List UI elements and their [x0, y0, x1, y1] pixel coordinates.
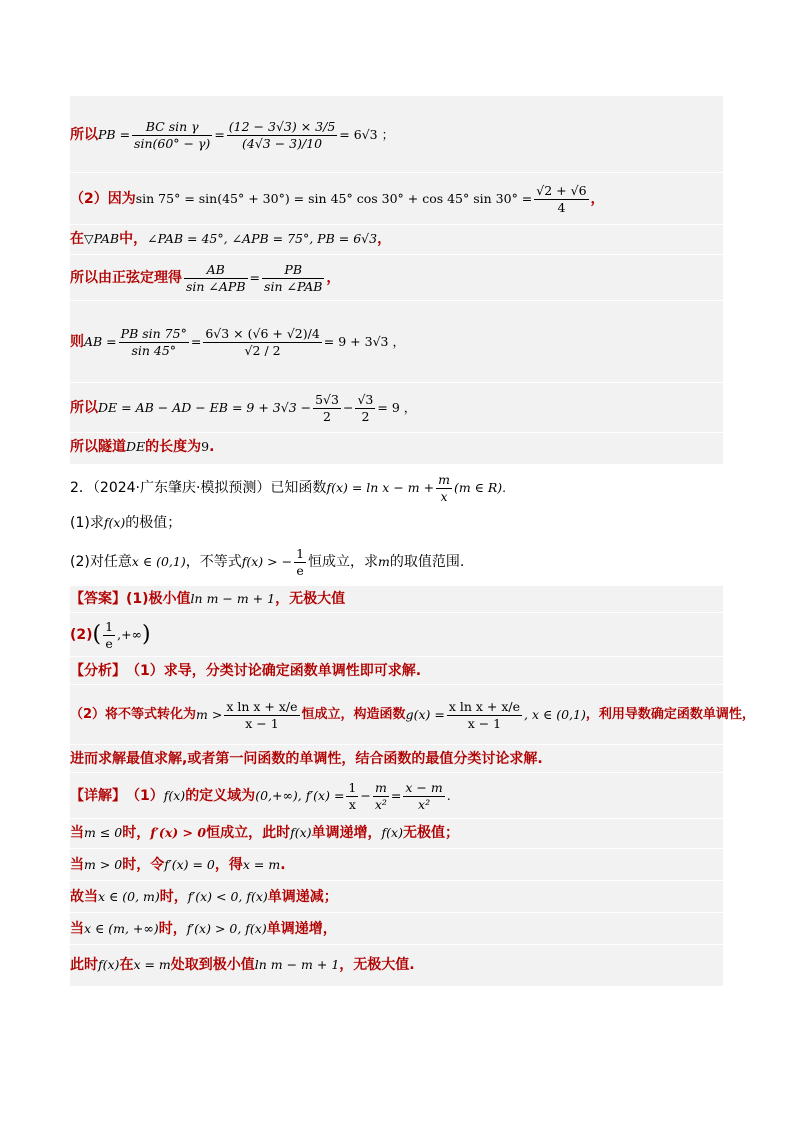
detail-line-5: 当 x ∈ (m, +∞) 时， f′(x) > 0, f(x) 单调递增， [70, 921, 337, 937]
fraction: $\frac{(12 - 3√3) \times 3/5}{(4√3 - 3)/10}$ [228, 118, 336, 151]
prev-line-7: 所以隧道 DE 的长度为 9 . [70, 439, 215, 455]
fraction: $\frac{PB}{\text{sin ∠PAB}}$ [264, 261, 323, 294]
analysis-line-3: 进而求解最值求解,或者第一问函数的单调性，结合函数的最值分类讨论求解. [70, 751, 543, 767]
fraction: $\frac{\text{BC sin γ}}{\sin(60^\circ - \gamma)}$ [134, 118, 211, 151]
prev-line-1: 所以 PB = $\frac{\text{BC sin γ}}{\sin(60^\circ - \gamma)}$ = $\frac{(12 - 3√3) \times 3/5}{(4√3 - 3)/10}$ = 6√3 ； [70, 118, 395, 151]
fraction: $\frac{m}{x}$ [438, 471, 450, 504]
fraction: $\frac{√3}{2}$ [357, 391, 374, 424]
fraction: $\frac{1}{e}$ [105, 618, 114, 651]
analysis-line-2: （2）将不等式转化为 m > $\frac{\text{x ln x + x/e}}{x - 1}$ 恒成立，构造函数 g(x) = $\frac{\text{x ln x + x/e}}{x - 1}$ , x ∈ (0,1) ，利用导数确定函数单调性， [70, 698, 755, 731]
fraction: $\frac{5√3}{2}$ [315, 391, 339, 424]
fraction: $\frac{6√3 \times (√6 + √2)/4}{√2 / 2}$ [205, 325, 320, 358]
fraction: $\frac{1}{x}$ [348, 779, 357, 812]
prev-line-5: 则 AB = $\frac{\text{PB sin 75°}}{\sin 45^\circ}$ = $\frac{6√3 \times (√6 + √2)/4}{√2 / 2}$ = 9 + 3√3 ， [70, 325, 405, 358]
prev-line-3: 在 ▽PAB 中， ∠PAB = 45°, ∠APB = 75°, PB = 6√3 ， [70, 231, 392, 247]
analysis-line-1: 【分析】 （1）求导，分类讨论确定函数单调性即可求解. [70, 663, 422, 679]
problem-q2: (2)对任意 x ∈ (0,1) ，不等式 f(x) > − $\frac{1}{e}$ 恒成立，求 m 的取值范围. [70, 545, 465, 578]
fraction: $\frac{x - m}{\text{x²}}$ [405, 779, 443, 812]
detail-line-1: 【详解】 （1） f(x) 的定义域为 (0,+∞), f′(x) = $\frac{1}{x}$ − $\frac{m}{\text{x²}}$ = $\frac{x - m}{\text{x²}}$ . [70, 779, 451, 812]
detail-line-6: 此时 f(x) 在 x = m 处取到极小值 ln m − m + 1 ，无极大值. [70, 957, 415, 973]
fraction: $\frac{\text{PB sin 75°}}{\sin 45^\circ}$ [120, 325, 187, 358]
problem-q1: (1)求 f(x) 的极值； [70, 515, 182, 531]
answer-line-1: 【答案】 (1)极小值 ln m − m + 1 ，无极大值 [70, 591, 346, 607]
answer-line-2: (2) ( $\frac{1}{e}$ ,+∞ ) [70, 618, 151, 651]
detail-line-2: 当 m ≤ 0 时， f′(x) > 0 恒成立，此时 f(x) 单调递增， f(x) 无极值； [70, 825, 459, 841]
fraction: $\frac{m}{\text{x²}}$ [374, 779, 387, 812]
prev-line-6: 所以 DE = AB − AD − EB = 9 + 3√3 − $\frac{5√3}{2}$ − $\frac{√3}{2}$ = 9 ， [70, 391, 417, 424]
fraction: $\frac{√2 + √6}{4}$ [536, 182, 587, 215]
prev-line-2: （2）因为 sin 75° = sin(45° + 30°) = sin 45° cos 30° + cos 45° sin 30° = $\frac{√2 + √6}{4}$ ， [70, 182, 605, 215]
fraction: $\frac{1}{e}$ [296, 545, 305, 578]
detail-line-3: 当 m > 0 时，令 f′(x) = 0 ，得 x = m . [70, 857, 286, 873]
detail-line-4: 故当 x ∈ (0, m) 时， f′(x) < 0, f(x) 单调递减； [70, 889, 338, 905]
fraction: $\frac{AB}{\text{sin ∠APB}}$ [186, 261, 246, 294]
fraction: $\frac{\text{x ln x + x/e}}{x - 1}$ [448, 698, 521, 731]
fraction: $\frac{\text{x ln x + x/e}}{x - 1}$ [226, 698, 298, 731]
prev-line-4: 所以由正弦定理得 $\frac{AB}{\text{sin ∠APB}}$ = $\frac{PB}{\text{sin ∠PAB}}$ ， [70, 261, 341, 294]
problem-intro: 2．（2024·广东肇庆·模拟预测）已知函数 f(x) = ln x − m + $\frac{m}{x}$ (m ∈ R). [70, 471, 507, 504]
